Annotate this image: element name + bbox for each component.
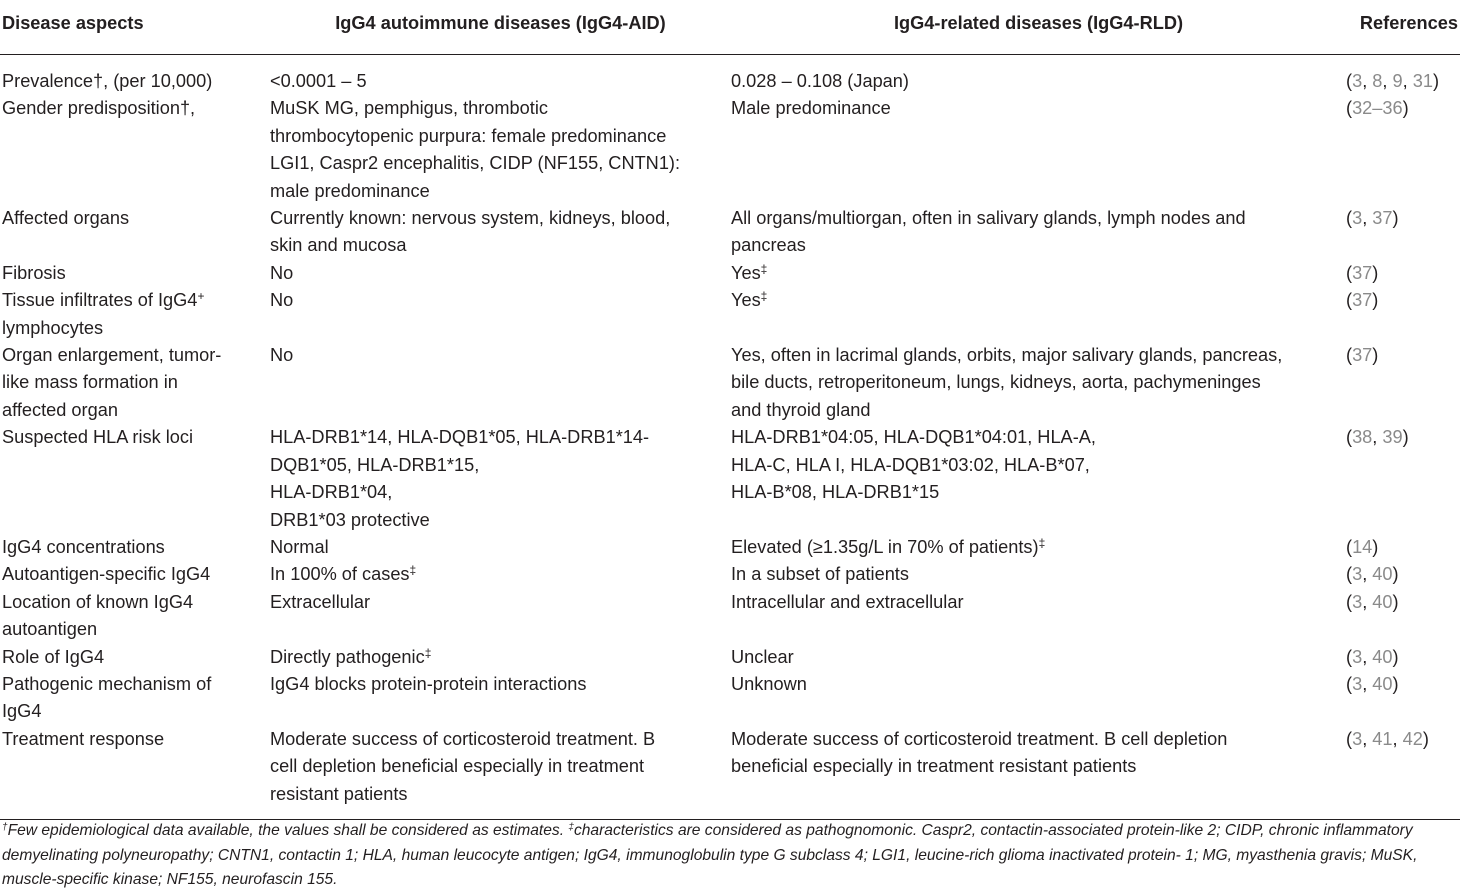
reference-link[interactable]: 32–36 <box>1352 98 1403 119</box>
footnote-dagger-text: Few epidemiological data available, the values shall be considered as estimates. <box>7 822 569 839</box>
table-row <box>0 671 1460 726</box>
reference-link[interactable]: 37 <box>1352 290 1373 311</box>
table-row <box>0 95 1460 205</box>
cell-igg4-aid <box>270 260 731 287</box>
cell-references: (3, 40) <box>1346 646 1399 667</box>
aid-text: Extracellular <box>270 591 371 612</box>
rld-text: Yes <box>731 290 761 311</box>
cell-igg4-rld <box>731 260 1346 287</box>
reference-link[interactable]: 37 <box>1352 345 1373 366</box>
aid-text: IgG4 blocks protein-protein interactions <box>270 673 587 694</box>
table-row <box>0 424 1460 534</box>
reference-link[interactable]: 3 <box>1352 728 1363 749</box>
aspect-text: IgG4 concentrations <box>2 536 165 557</box>
aid-text: Normal <box>270 536 329 557</box>
rld-text: Yes <box>731 262 761 283</box>
reference-link[interactable]: 37 <box>1352 262 1373 283</box>
aid-text: HLA-DRB1*14, HLA-DQB1*05, HLA-DRB1*14- DQB1*05, HLA-DRB1*15, HLA-DRB1*04, DRB1*03 protective <box>270 427 650 530</box>
cell-igg4-aid <box>270 589 731 644</box>
rld-text: Unclear <box>731 646 794 667</box>
cell-references: (38, 39) <box>1346 427 1409 448</box>
rld-text: Male predominance <box>731 98 891 119</box>
header-disease-aspects: Disease aspects <box>0 0 270 55</box>
reference-link[interactable]: 40 <box>1372 591 1393 612</box>
footnote-ddagger-text: characteristics are considered as pathognomonic. Caspr2, contactin-associated protein-like 2; CIDP, chronic inflammatory demyelinating polyneuropathy; CNTN1, contactin 1; HLA, human leucocyte antigen; IgG4, immunoglobulin type G subclass 4; LGI1, leucine-rich glioma inactivated protein- 1; MG, myasthenia gravis; MuSK, muscle-specific kinase; NF155, neurofascin 155. <box>2 822 1418 888</box>
cell-igg4-aid <box>270 342 731 424</box>
reference-link[interactable]: 3 <box>1352 208 1363 229</box>
table-row <box>0 561 1460 588</box>
cell-references: (3, 41, 42) <box>1346 726 1460 820</box>
rld-text: HLA-DRB1*04:05, HLA-DQB1*04:01, HLA-A, HLA-C, HLA I, HLA-DQB1*03:02, HLA-B*07, HLA-B*08, HLA-DRB1*15 <box>731 427 1096 503</box>
rld-text: All organs/multiorgan, often in salivary glands, lymph nodes and pancreas <box>731 208 1246 256</box>
header-igg4-aid: IgG4 autoimmune diseases (IgG4-AID) <box>270 0 731 55</box>
aid-text: In 100% of cases <box>270 564 410 585</box>
rld-text: Moderate success of corticosteroid treatment. B cell depletion beneficial especially in treatment resistant patients <box>731 728 1228 777</box>
aspect-text: Gender predisposition†, <box>2 98 196 119</box>
rld-text: Unknown <box>731 673 807 694</box>
cell-disease-aspect <box>0 671 270 726</box>
aspect-text: Tissue infiltrates of IgG4 <box>2 290 198 311</box>
cell-igg4-aid <box>270 287 731 342</box>
reference-link[interactable]: 41 <box>1372 728 1393 749</box>
cell-disease-aspect <box>0 589 270 644</box>
reference-link[interactable]: 3 <box>1352 673 1363 694</box>
reference-link[interactable]: 9 <box>1392 71 1403 91</box>
reference-link[interactable]: 8 <box>1372 71 1383 91</box>
table-row <box>0 205 1460 260</box>
rld-text: In a subset of patients <box>731 564 909 585</box>
aspect-text: Autoantigen-specific IgG4 <box>2 564 211 585</box>
cell-igg4-aid <box>270 671 731 726</box>
table-row <box>0 55 1460 96</box>
rld-superscript: ‡ <box>1038 535 1046 550</box>
cell-disease-aspect <box>0 260 270 287</box>
reference-link[interactable]: 38 <box>1352 427 1373 448</box>
aspect-text: Suspected HLA risk loci <box>2 427 194 448</box>
cell-igg4-rld <box>731 424 1346 534</box>
cell-igg4-aid <box>270 726 731 820</box>
aid-text: No <box>270 290 294 311</box>
header-row <box>0 0 1460 55</box>
cell-disease-aspect <box>0 644 270 671</box>
cell-references: (3, 40) <box>1346 564 1399 585</box>
cell-igg4-aid <box>270 534 731 561</box>
aspect-text: Location of known IgG4 autoantigen <box>2 591 194 640</box>
reference-link[interactable]: 3 <box>1352 646 1363 667</box>
cell-igg4-rld <box>731 287 1346 342</box>
aspect-text: Role of IgG4 <box>2 646 105 667</box>
cell-igg4-rld <box>731 561 1346 588</box>
cell-references: (37) <box>1346 290 1379 311</box>
aid-text: No <box>270 345 294 366</box>
aspect-text-tail: lymphocytes <box>2 317 104 338</box>
cell-disease-aspect <box>0 205 270 260</box>
cell-disease-aspect <box>0 95 270 205</box>
cell-igg4-rld <box>731 205 1346 260</box>
reference-link[interactable]: 14 <box>1352 536 1373 557</box>
cell-disease-aspect <box>0 287 270 342</box>
cell-references: (3, 8, 9, 31) <box>1346 71 1440 91</box>
cell-igg4-aid <box>270 95 731 205</box>
reference-link[interactable]: 40 <box>1372 673 1393 694</box>
table-row <box>0 589 1460 644</box>
cell-igg4-aid <box>270 55 731 96</box>
aid-superscript: ‡ <box>409 563 417 578</box>
rld-text: 0.028 – 0.108 (Japan) <box>731 71 909 91</box>
cell-igg4-rld <box>731 589 1346 644</box>
cell-disease-aspect <box>0 561 270 588</box>
reference-link[interactable]: 3 <box>1352 71 1363 91</box>
reference-link[interactable]: 3 <box>1352 591 1363 612</box>
aid-text: Currently known: nervous system, kidneys, blood, skin and mucosa <box>270 208 671 256</box>
cell-references: (3, 40) <box>1346 591 1399 612</box>
aspect-text: Treatment response <box>2 728 165 749</box>
cell-igg4-aid <box>270 424 731 534</box>
cell-igg4-rld <box>731 644 1346 671</box>
cell-disease-aspect <box>0 55 270 96</box>
aspect-text: Organ enlargement, tumor- like mass formation in affected organ <box>2 345 222 420</box>
table-row <box>0 260 1460 287</box>
cell-igg4-rld <box>731 671 1346 726</box>
cell-igg4-aid <box>270 205 731 260</box>
cell-disease-aspect <box>0 726 270 820</box>
cell-references: (37) <box>1346 345 1379 366</box>
table-row <box>0 287 1460 342</box>
cell-igg4-rld <box>731 726 1346 820</box>
reference-link[interactable]: 39 <box>1382 427 1403 448</box>
table-footnote <box>2 819 1458 893</box>
rld-superscript: ‡ <box>760 289 768 304</box>
cell-references: (3, 37) <box>1346 208 1399 229</box>
table-row <box>0 726 1460 820</box>
cell-disease-aspect <box>0 342 270 424</box>
cell-disease-aspect <box>0 534 270 561</box>
header-references: References <box>1346 0 1460 55</box>
reference-link[interactable]: 3 <box>1352 564 1363 585</box>
cell-igg4-rld <box>731 342 1346 424</box>
cell-igg4-aid <box>270 561 731 588</box>
reference-link[interactable]: 42 <box>1402 728 1423 749</box>
footnote-dagger-mark: † <box>2 822 8 833</box>
cell-igg4-aid <box>270 644 731 671</box>
cell-igg4-rld <box>731 55 1346 96</box>
aspect-text: Prevalence†, (per 10,000) <box>2 71 213 91</box>
aid-text: <0.0001 – 5 <box>270 71 367 91</box>
table-body <box>0 55 1460 820</box>
cell-igg4-rld <box>731 534 1346 561</box>
cell-references: (3, 40) <box>1346 673 1399 694</box>
aspect-text: Fibrosis <box>2 262 66 283</box>
reference-link[interactable]: 31 <box>1412 71 1433 91</box>
header-igg4-rld: IgG4-related diseases (IgG4-RLD) <box>731 0 1346 55</box>
cell-igg4-rld <box>731 95 1346 205</box>
table-row <box>0 644 1460 671</box>
cell-references: (32–36) <box>1346 98 1409 119</box>
aid-text: MuSK MG, pemphigus, thrombotic thrombocytopenic purpura: female predominance LGI1, Caspr2 encephalitis, CIDP (NF155, CNTN1): male predominance <box>270 98 681 201</box>
rld-text: Yes, often in lacrimal glands, orbits, major salivary glands, pancreas, bile ducts, retroperitoneum, lungs, kidneys, aorta, pachymeninges and thyroid gland <box>731 345 1283 420</box>
aspect-text: Pathogenic mechanism of IgG4 <box>2 673 212 722</box>
rld-text: Elevated (≥1.35g/L in 70% of patients) <box>731 536 1039 557</box>
cell-references: (14) <box>1346 536 1379 557</box>
aspect-text: Affected organs <box>2 208 130 229</box>
table-row <box>0 342 1460 424</box>
aid-text: Moderate success of corticosteroid treatment. B cell depletion beneficial especially in treatment resistant patients <box>270 728 656 804</box>
rld-superscript: ‡ <box>760 261 768 276</box>
aid-text: Directly pathogenic <box>270 646 425 667</box>
aid-superscript: ‡ <box>424 645 432 660</box>
aspect-superscript: + <box>197 289 205 304</box>
cell-references: (37) <box>1346 262 1379 283</box>
reference-link[interactable]: 37 <box>1372 208 1393 229</box>
table-row <box>0 534 1460 561</box>
footnote-ddagger-mark: ‡ <box>568 822 574 833</box>
reference-link[interactable]: 40 <box>1372 646 1393 667</box>
rld-text: Intracellular and extracellular <box>731 591 964 612</box>
aid-text: No <box>270 262 294 283</box>
reference-link[interactable]: 40 <box>1372 564 1393 585</box>
cell-disease-aspect <box>0 424 270 534</box>
